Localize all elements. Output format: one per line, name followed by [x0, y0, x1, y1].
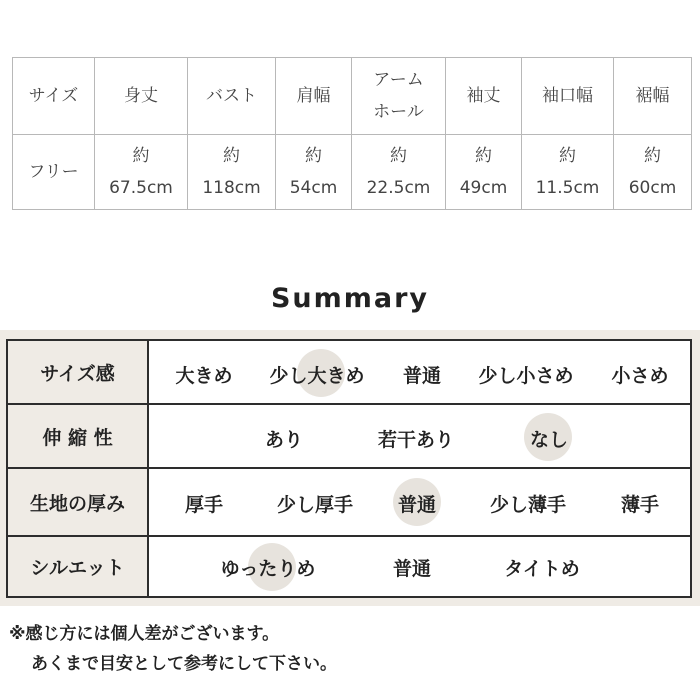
- cell-line: ホール: [373, 102, 424, 122]
- value-cuff-width: [522, 135, 614, 210]
- header-bust: バスト: [188, 58, 276, 135]
- option-yes: あり: [264, 429, 304, 451]
- cell-line: 約: [132, 146, 150, 166]
- value-hem-width: [614, 135, 692, 210]
- header-size: サイズ: [13, 58, 95, 135]
- row-label: 生地の厚み: [8, 469, 149, 535]
- cell-line: 118cm: [202, 178, 261, 198]
- row-label: シルエット: [8, 537, 149, 596]
- row-label: サイズ感: [8, 341, 149, 403]
- cell-line: アーム: [373, 70, 424, 90]
- cell-line: 22.5cm: [366, 178, 431, 198]
- header-hem-width: 裾幅: [614, 58, 692, 135]
- cell-line: 54cm: [289, 178, 338, 198]
- cell-line: 約: [390, 146, 407, 166]
- option-slightly: 若干あり: [377, 429, 455, 451]
- cell-line: 49cm: [459, 178, 508, 198]
- cell-line: 67.5cm: [109, 178, 173, 198]
- option-thin: 薄手: [620, 494, 660, 516]
- cell-line: 約: [223, 146, 240, 166]
- summary-row-silhouette: [8, 537, 690, 596]
- option-slightly-thin: 少し薄手: [489, 494, 567, 516]
- cell-line: 約: [305, 146, 322, 166]
- option-slightly-large: 少し大きめ: [269, 365, 365, 387]
- option-slightly-thick: 少し厚手: [276, 494, 354, 516]
- summary-panel: [0, 330, 700, 606]
- summary-row-fabric-thickness: [8, 469, 690, 537]
- option-none: なし: [529, 429, 569, 451]
- option-loose: ゆったりめ: [220, 558, 316, 580]
- summary-title: Summary: [270, 283, 430, 314]
- option-normal: 普通: [402, 365, 442, 387]
- value-body-length: [95, 135, 188, 210]
- note-individual-difference: ※感じ方には個人差がございます。: [9, 624, 280, 644]
- note-reference-only: あくまで目安として参考にして下さい。: [31, 654, 337, 674]
- option-normal: 普通: [392, 558, 432, 580]
- cell-line: 約: [475, 146, 492, 166]
- size-table: [12, 57, 692, 210]
- header-body-length: 身丈: [95, 58, 188, 135]
- header-sleeve-length: 袖丈: [446, 58, 522, 135]
- cell-line: 約: [644, 146, 661, 166]
- size-table-value-row: [13, 135, 692, 210]
- size-table-header-row: [13, 58, 692, 135]
- header-shoulder: 肩幅: [276, 58, 352, 135]
- header-armhole: [352, 58, 446, 135]
- summary-row-size-feel: [8, 341, 690, 405]
- value-size: フリー: [13, 135, 95, 210]
- option-tight: タイトめ: [504, 558, 580, 580]
- cell-line: 60cm: [628, 178, 677, 198]
- row-label: 伸 縮 性: [8, 405, 149, 467]
- summary-row-stretch: [8, 405, 690, 469]
- option-small: 小さめ: [611, 365, 669, 387]
- option-slightly-small: 少し小さめ: [478, 365, 574, 387]
- value-bust: [188, 135, 276, 210]
- option-large: 大きめ: [175, 365, 233, 387]
- option-normal: 普通: [397, 494, 437, 516]
- summary-table: [6, 339, 692, 598]
- header-cuff-width: 袖口幅: [522, 58, 614, 135]
- cell-line: 11.5cm: [535, 178, 600, 198]
- value-sleeve-length: [446, 135, 522, 210]
- option-thick: 厚手: [184, 494, 224, 516]
- value-armhole: [352, 135, 446, 210]
- value-shoulder: [276, 135, 352, 210]
- cell-line: 約: [559, 146, 576, 166]
